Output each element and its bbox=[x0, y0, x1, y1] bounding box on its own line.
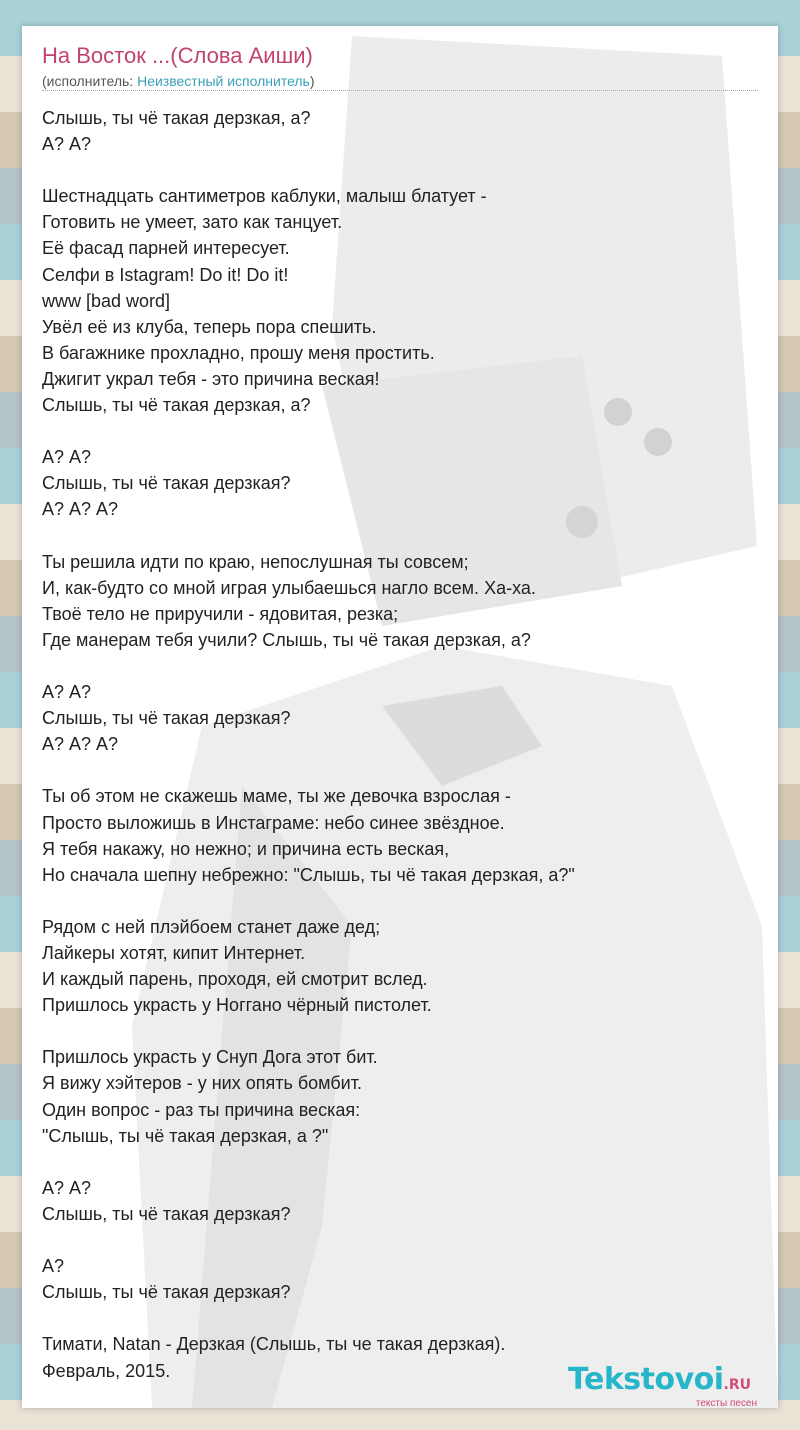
lyric-line bbox=[42, 1305, 758, 1331]
lyric-line: Шестнадцать сантиметров каблуки, малыш блатует - bbox=[42, 186, 487, 207]
lyric-line bbox=[42, 1018, 758, 1044]
lyric-line: Рядом с ней плэйбоем станет даже дед; bbox=[42, 916, 381, 937]
lyric-line: Твоё тело не приручили - ядовитая, резка; bbox=[42, 603, 399, 624]
lyric-line: Слышь, ты чё такая дерзкая, а? bbox=[42, 395, 311, 416]
song-title: На Восток ...(Слова Аиши) bbox=[42, 43, 313, 68]
lyric-line: www [bad word] bbox=[42, 290, 171, 311]
lyric-line: А? А? bbox=[42, 682, 92, 703]
lyric-line: Где манерам тебя учили? Слышь, ты чё такая дерзкая, а? bbox=[42, 629, 531, 650]
artist-prefix: (исполнитель: bbox=[42, 73, 138, 89]
lyrics-card bbox=[22, 26, 778, 1408]
lyric-line: В багажнике прохладно, прошу меня простить. bbox=[42, 342, 435, 363]
lyric-line: А? А? bbox=[42, 1177, 92, 1198]
lyric-line: Её фасад парней интересует. bbox=[42, 238, 290, 259]
lyric-line: И, как-будто со мной играя улыбаешься нагло всем. Ха-ха. bbox=[42, 577, 536, 598]
lyric-line bbox=[42, 418, 758, 444]
lyric-line: Пришлось украсть у Снуп Дога этот бит. bbox=[42, 1047, 378, 1068]
lyric-line: Просто выложишь в Инстаграме: небо синее звёздное. bbox=[42, 812, 505, 833]
lyric-line: А? bbox=[42, 1256, 65, 1277]
lyric-line: Я тебя накажу, но нежно; и причина есть веская, bbox=[42, 838, 450, 859]
lyric-line: А? А? bbox=[42, 134, 92, 155]
title-divider bbox=[42, 90, 758, 91]
artist-suffix: ) bbox=[309, 73, 315, 89]
artist-line bbox=[42, 72, 315, 90]
lyric-line bbox=[42, 888, 758, 914]
lyric-line: Ты решила идти по краю, непослушная ты совсем; bbox=[42, 551, 469, 572]
lyric-line bbox=[42, 757, 758, 783]
site-logo[interactable] bbox=[568, 1364, 773, 1408]
lyric-line bbox=[42, 1149, 758, 1175]
lyric-line: А? А? А? bbox=[42, 499, 119, 520]
lyric-line: Слышь, ты чё такая дерзкая? bbox=[42, 1282, 291, 1303]
lyric-line: Я вижу хэйтеров - у них опять бомбит. bbox=[42, 1073, 362, 1094]
lyrics-content bbox=[22, 26, 778, 1408]
lyric-line: Слышь, ты чё такая дерзкая? bbox=[42, 473, 291, 494]
artist-link[interactable]: Неизвестный исполнитель bbox=[137, 73, 310, 89]
lyric-line: Пришлось украсть у Ноггано чёрный пистолет. bbox=[42, 995, 432, 1016]
lyric-line: Лайкеры хотят, кипит Интернет. bbox=[42, 943, 306, 963]
lyric-line bbox=[42, 523, 758, 549]
lyric-line: Слышь, ты чё такая дерзкая? bbox=[42, 708, 291, 729]
lyric-line: Ты об этом не скажешь маме, ты же девочка взрослая - bbox=[42, 786, 511, 807]
lyric-line: Джигит украл тебя - это причина веская! bbox=[42, 368, 380, 389]
lyric-line: Селфи в Istagram! Do it! Do it! bbox=[42, 264, 289, 285]
lyric-line: Увёл её из клуба, теперь пора спешить. bbox=[42, 316, 377, 337]
lyrics-text bbox=[42, 105, 758, 1384]
lyric-line: Слышь, ты чё такая дерзкая? bbox=[42, 1203, 291, 1224]
lyric-line: "Слышь, ты чё такая дерзкая, а ?" bbox=[42, 1125, 329, 1146]
lyric-line: Но сначала шепну небрежно: "Слышь, ты чё такая дерзкая, а?" bbox=[42, 864, 575, 885]
logo-domain: .RU bbox=[723, 1377, 752, 1393]
logo-wordmark: Tekstovoi bbox=[568, 1362, 724, 1397]
logo-tagline: тексты песен bbox=[695, 1398, 757, 1408]
lyric-line: Тимати, Natan - Дерзкая (Слышь, ты че такая дерзкая). bbox=[42, 1334, 506, 1355]
lyric-line: И каждый парень, проходя, ей смотрит вслед. bbox=[42, 969, 428, 990]
lyric-line: Февраль, 2015. bbox=[42, 1360, 171, 1381]
lyric-line: А? А? А? bbox=[42, 734, 119, 755]
lyric-line: Один вопрос - раз ты причина веская: bbox=[42, 1099, 361, 1120]
lyric-line bbox=[42, 1227, 758, 1253]
lyric-line bbox=[42, 653, 758, 679]
lyric-line: Слышь, ты чё такая дерзкая, а? bbox=[42, 108, 311, 128]
lyric-line: А? А? bbox=[42, 447, 92, 468]
lyric-line: Готовить не умеет, зато как танцует. bbox=[42, 212, 343, 233]
lyric-line bbox=[42, 157, 758, 183]
